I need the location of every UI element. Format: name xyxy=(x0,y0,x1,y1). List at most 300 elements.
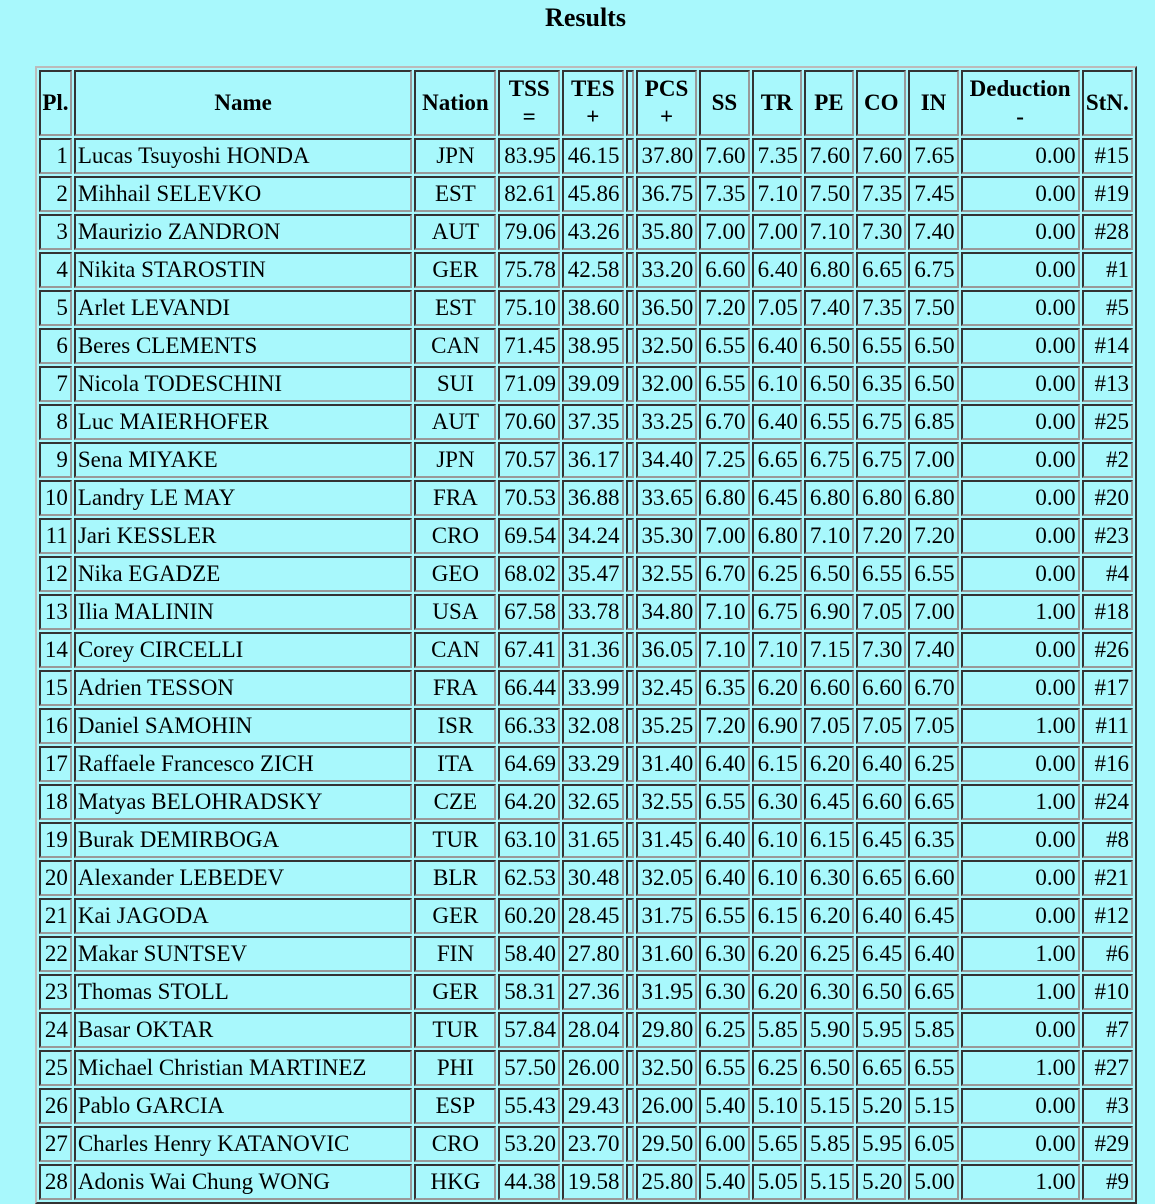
cell-name: Nika EGADZE xyxy=(74,556,413,592)
cell-deduction: 0.00 xyxy=(961,860,1080,896)
table-row xyxy=(39,1050,1133,1086)
header-tss-label: TSS xyxy=(508,76,550,101)
cell-pe: 6.50 xyxy=(804,366,854,402)
cell-ss: 6.40 xyxy=(699,822,749,858)
cell-ss: 7.10 xyxy=(699,594,749,630)
cell-tes: 36.88 xyxy=(562,480,624,516)
cell-tes: 27.36 xyxy=(562,974,624,1010)
cell-separator xyxy=(626,290,634,326)
cell-in: 6.85 xyxy=(908,404,958,440)
cell-co: 6.50 xyxy=(856,974,906,1010)
cell-deduction: 1.00 xyxy=(961,708,1080,744)
cell-pcs: 33.25 xyxy=(636,404,698,440)
cell-tr: 7.05 xyxy=(752,290,802,326)
table-row xyxy=(39,404,1133,440)
cell-tes: 38.60 xyxy=(562,290,624,326)
cell-place: 4 xyxy=(39,252,72,288)
cell-tr: 6.30 xyxy=(752,784,802,820)
cell-name: Michael Christian MARTINEZ xyxy=(74,1050,413,1086)
cell-pe: 7.05 xyxy=(804,708,854,744)
table-row xyxy=(39,252,1133,288)
cell-separator xyxy=(626,784,634,820)
cell-co: 6.45 xyxy=(856,936,906,972)
cell-ss: 7.20 xyxy=(699,290,749,326)
cell-ss: 6.30 xyxy=(699,936,749,972)
cell-separator xyxy=(626,974,634,1010)
cell-pe: 5.85 xyxy=(804,1126,854,1162)
cell-tss: 79.06 xyxy=(498,214,560,250)
cell-name: Daniel SAMOHIN xyxy=(74,708,413,744)
cell-tes: 33.78 xyxy=(562,594,624,630)
header-co: CO xyxy=(856,70,906,136)
cell-tes: 32.08 xyxy=(562,708,624,744)
cell-place: 15 xyxy=(39,670,72,706)
cell-pe: 5.90 xyxy=(804,1012,854,1048)
cell-in: 7.00 xyxy=(908,442,958,478)
cell-separator xyxy=(626,1012,634,1048)
cell-place: 27 xyxy=(39,1126,72,1162)
cell-pcs: 31.75 xyxy=(636,898,698,934)
cell-place: 8 xyxy=(39,404,72,440)
cell-name: Adonis Wai Chung WONG xyxy=(74,1164,413,1200)
cell-stn: #2 xyxy=(1082,442,1133,478)
cell-stn: #5 xyxy=(1082,290,1133,326)
cell-separator xyxy=(626,1088,634,1124)
cell-pe: 6.20 xyxy=(804,898,854,934)
table-row xyxy=(39,898,1133,934)
cell-pcs: 34.40 xyxy=(636,442,698,478)
cell-tes: 33.99 xyxy=(562,670,624,706)
header-in: IN xyxy=(908,70,958,136)
cell-nation: ESP xyxy=(414,1088,496,1124)
cell-pcs: 32.55 xyxy=(636,784,698,820)
cell-nation: EST xyxy=(414,176,496,212)
cell-ss: 6.25 xyxy=(699,1012,749,1048)
cell-pe: 7.15 xyxy=(804,632,854,668)
cell-place: 24 xyxy=(39,1012,72,1048)
cell-pe: 6.30 xyxy=(804,974,854,1010)
cell-separator xyxy=(626,214,634,250)
header-tes xyxy=(562,70,624,136)
cell-pe: 6.60 xyxy=(804,670,854,706)
cell-pe: 6.50 xyxy=(804,328,854,364)
cell-pe: 7.50 xyxy=(804,176,854,212)
results-body xyxy=(39,138,1133,1200)
table-row xyxy=(39,518,1133,554)
table-row xyxy=(39,670,1133,706)
cell-tss: 55.43 xyxy=(498,1088,560,1124)
cell-tr: 6.45 xyxy=(752,480,802,516)
cell-tr: 6.80 xyxy=(752,518,802,554)
cell-co: 7.60 xyxy=(856,138,906,174)
cell-nation: CAN xyxy=(414,632,496,668)
cell-deduction: 1.00 xyxy=(961,936,1080,972)
cell-ss: 5.40 xyxy=(699,1088,749,1124)
cell-tss: 71.09 xyxy=(498,366,560,402)
header-ss: SS xyxy=(699,70,749,136)
cell-tr: 7.00 xyxy=(752,214,802,250)
cell-stn: #19 xyxy=(1082,176,1133,212)
cell-nation: GER xyxy=(414,974,496,1010)
cell-co: 5.20 xyxy=(856,1088,906,1124)
cell-tr: 6.20 xyxy=(752,670,802,706)
cell-pcs: 31.60 xyxy=(636,936,698,972)
cell-name: Arlet LEVANDI xyxy=(74,290,413,326)
cell-separator xyxy=(626,898,634,934)
cell-separator xyxy=(626,328,634,364)
cell-pe: 6.50 xyxy=(804,1050,854,1086)
cell-tes: 32.65 xyxy=(562,784,624,820)
cell-in: 6.50 xyxy=(908,366,958,402)
cell-stn: #1 xyxy=(1082,252,1133,288)
cell-in: 5.15 xyxy=(908,1088,958,1124)
cell-stn: #16 xyxy=(1082,746,1133,782)
cell-nation: FIN xyxy=(414,936,496,972)
cell-tss: 83.95 xyxy=(498,138,560,174)
cell-name: Adrien TESSON xyxy=(74,670,413,706)
cell-place: 23 xyxy=(39,974,72,1010)
cell-separator xyxy=(626,176,634,212)
cell-tss: 75.78 xyxy=(498,252,560,288)
cell-ss: 6.70 xyxy=(699,556,749,592)
cell-pcs: 32.50 xyxy=(636,328,698,364)
table-row xyxy=(39,594,1133,630)
cell-deduction: 0.00 xyxy=(961,252,1080,288)
cell-pcs: 32.50 xyxy=(636,1050,698,1086)
cell-deduction: 0.00 xyxy=(961,290,1080,326)
cell-ss: 5.40 xyxy=(699,1164,749,1200)
cell-name: Ilia MALININ xyxy=(74,594,413,630)
cell-deduction: 0.00 xyxy=(961,214,1080,250)
cell-name: Nicola TODESCHINI xyxy=(74,366,413,402)
cell-separator xyxy=(626,746,634,782)
cell-tes: 31.65 xyxy=(562,822,624,858)
cell-tr: 5.05 xyxy=(752,1164,802,1200)
table-row xyxy=(39,1126,1133,1162)
cell-stn: #18 xyxy=(1082,594,1133,630)
page-title: Results xyxy=(545,3,626,32)
header-pcs-label: PCS xyxy=(644,76,689,101)
cell-place: 6 xyxy=(39,328,72,364)
cell-place: 16 xyxy=(39,708,72,744)
cell-place: 13 xyxy=(39,594,72,630)
cell-tss: 70.53 xyxy=(498,480,560,516)
cell-co: 7.05 xyxy=(856,594,906,630)
cell-tes: 36.17 xyxy=(562,442,624,478)
cell-nation: GEO xyxy=(414,556,496,592)
cell-pe: 7.60 xyxy=(804,138,854,174)
cell-separator xyxy=(626,1050,634,1086)
cell-deduction: 1.00 xyxy=(961,974,1080,1010)
cell-tr: 6.10 xyxy=(752,822,802,858)
cell-tes: 23.70 xyxy=(562,1126,624,1162)
cell-tss: 66.44 xyxy=(498,670,560,706)
cell-nation: CRO xyxy=(414,1126,496,1162)
cell-tss: 62.53 xyxy=(498,860,560,896)
cell-tes: 33.29 xyxy=(562,746,624,782)
cell-place: 20 xyxy=(39,860,72,896)
cell-stn: #7 xyxy=(1082,1012,1133,1048)
cell-pe: 6.80 xyxy=(804,480,854,516)
cell-tes: 31.36 xyxy=(562,632,624,668)
cell-co: 6.65 xyxy=(856,252,906,288)
cell-deduction: 0.00 xyxy=(961,822,1080,858)
cell-in: 6.40 xyxy=(908,936,958,972)
table-row xyxy=(39,442,1133,478)
table-row xyxy=(39,746,1133,782)
cell-pe: 6.80 xyxy=(804,252,854,288)
cell-separator xyxy=(626,632,634,668)
cell-ss: 6.40 xyxy=(699,860,749,896)
header-pl: Pl. xyxy=(39,70,72,136)
cell-name: Basar OKTAR xyxy=(74,1012,413,1048)
cell-stn: #11 xyxy=(1082,708,1133,744)
cell-co: 6.35 xyxy=(856,366,906,402)
cell-stn: #12 xyxy=(1082,898,1133,934)
cell-deduction: 1.00 xyxy=(961,1050,1080,1086)
cell-deduction: 0.00 xyxy=(961,480,1080,516)
cell-nation: FRA xyxy=(414,670,496,706)
table-row xyxy=(39,480,1133,516)
cell-tr: 6.90 xyxy=(752,708,802,744)
cell-tr: 6.40 xyxy=(752,404,802,440)
header-tss-symbol: = xyxy=(522,104,536,129)
cell-tes: 38.95 xyxy=(562,328,624,364)
cell-tr: 6.25 xyxy=(752,1050,802,1086)
cell-co: 5.95 xyxy=(856,1126,906,1162)
header-stn: StN. xyxy=(1082,70,1133,136)
cell-co: 6.40 xyxy=(856,898,906,934)
cell-stn: #9 xyxy=(1082,1164,1133,1200)
cell-in: 7.40 xyxy=(908,214,958,250)
cell-nation: AUT xyxy=(414,404,496,440)
cell-co: 6.40 xyxy=(856,746,906,782)
cell-name: Jari KESSLER xyxy=(74,518,413,554)
cell-stn: #8 xyxy=(1082,822,1133,858)
cell-tss: 82.61 xyxy=(498,176,560,212)
cell-name: Pablo GARCIA xyxy=(74,1088,413,1124)
cell-in: 6.55 xyxy=(908,556,958,592)
cell-tes: 46.15 xyxy=(562,138,624,174)
cell-in: 7.45 xyxy=(908,176,958,212)
results-table xyxy=(35,66,1137,1204)
cell-tr: 5.85 xyxy=(752,1012,802,1048)
cell-co: 6.65 xyxy=(856,860,906,896)
cell-nation: ITA xyxy=(414,746,496,782)
cell-pcs: 36.75 xyxy=(636,176,698,212)
cell-place: 26 xyxy=(39,1088,72,1124)
cell-ss: 7.10 xyxy=(699,632,749,668)
cell-tss: 70.60 xyxy=(498,404,560,440)
cell-nation: ISR xyxy=(414,708,496,744)
cell-stn: #15 xyxy=(1082,138,1133,174)
cell-tr: 7.35 xyxy=(752,138,802,174)
cell-tr: 6.10 xyxy=(752,860,802,896)
cell-tss: 67.58 xyxy=(498,594,560,630)
cell-tss: 53.20 xyxy=(498,1126,560,1162)
cell-pcs: 37.80 xyxy=(636,138,698,174)
cell-pe: 6.15 xyxy=(804,822,854,858)
cell-separator xyxy=(626,860,634,896)
cell-tes: 19.58 xyxy=(562,1164,624,1200)
cell-in: 7.20 xyxy=(908,518,958,554)
cell-place: 1 xyxy=(39,138,72,174)
cell-name: Maurizio ZANDRON xyxy=(74,214,413,250)
cell-in: 6.60 xyxy=(908,860,958,896)
cell-pe: 6.20 xyxy=(804,746,854,782)
cell-nation: GER xyxy=(414,898,496,934)
cell-pe: 6.30 xyxy=(804,860,854,896)
cell-co: 7.05 xyxy=(856,708,906,744)
cell-place: 19 xyxy=(39,822,72,858)
cell-stn: #3 xyxy=(1082,1088,1133,1124)
cell-place: 5 xyxy=(39,290,72,326)
header-row xyxy=(39,70,1133,136)
cell-co: 6.80 xyxy=(856,480,906,516)
cell-co: 6.45 xyxy=(856,822,906,858)
cell-pe: 6.75 xyxy=(804,442,854,478)
table-row xyxy=(39,138,1133,174)
table-row xyxy=(39,366,1133,402)
cell-stn: #21 xyxy=(1082,860,1133,896)
cell-tss: 70.57 xyxy=(498,442,560,478)
cell-deduction: 0.00 xyxy=(961,556,1080,592)
cell-tes: 26.00 xyxy=(562,1050,624,1086)
cell-separator xyxy=(626,822,634,858)
cell-ss: 6.30 xyxy=(699,974,749,1010)
cell-co: 6.75 xyxy=(856,442,906,478)
cell-deduction: 0.00 xyxy=(961,1126,1080,1162)
cell-nation: GER xyxy=(414,252,496,288)
cell-in: 5.00 xyxy=(908,1164,958,1200)
cell-co: 7.35 xyxy=(856,176,906,212)
cell-nation: FRA xyxy=(414,480,496,516)
cell-tr: 6.20 xyxy=(752,936,802,972)
cell-tr: 6.15 xyxy=(752,746,802,782)
cell-pe: 6.45 xyxy=(804,784,854,820)
cell-deduction: 0.00 xyxy=(961,404,1080,440)
cell-place: 7 xyxy=(39,366,72,402)
cell-tes: 42.58 xyxy=(562,252,624,288)
cell-nation: CAN xyxy=(414,328,496,364)
cell-tss: 69.54 xyxy=(498,518,560,554)
cell-tr: 6.20 xyxy=(752,974,802,1010)
cell-in: 6.35 xyxy=(908,822,958,858)
table-row xyxy=(39,556,1133,592)
cell-co: 6.65 xyxy=(856,1050,906,1086)
cell-pcs: 25.80 xyxy=(636,1164,698,1200)
cell-deduction: 0.00 xyxy=(961,442,1080,478)
cell-nation: BLR xyxy=(414,860,496,896)
cell-tr: 6.65 xyxy=(752,442,802,478)
cell-ss: 6.00 xyxy=(699,1126,749,1162)
cell-nation: TUR xyxy=(414,822,496,858)
cell-in: 7.50 xyxy=(908,290,958,326)
cell-ss: 6.55 xyxy=(699,328,749,364)
cell-tss: 63.10 xyxy=(498,822,560,858)
cell-name: Kai JAGODA xyxy=(74,898,413,934)
cell-tss: 64.69 xyxy=(498,746,560,782)
cell-nation: PHI xyxy=(414,1050,496,1086)
cell-pcs: 31.45 xyxy=(636,822,698,858)
cell-in: 7.05 xyxy=(908,708,958,744)
cell-co: 7.35 xyxy=(856,290,906,326)
cell-tss: 64.20 xyxy=(498,784,560,820)
cell-in: 5.85 xyxy=(908,1012,958,1048)
cell-place: 11 xyxy=(39,518,72,554)
cell-place: 25 xyxy=(39,1050,72,1086)
cell-stn: #28 xyxy=(1082,214,1133,250)
cell-tes: 45.86 xyxy=(562,176,624,212)
cell-separator xyxy=(626,936,634,972)
cell-ss: 7.00 xyxy=(699,214,749,250)
cell-in: 6.50 xyxy=(908,328,958,364)
cell-tes: 28.04 xyxy=(562,1012,624,1048)
cell-nation: TUR xyxy=(414,1012,496,1048)
cell-name: Corey CIRCELLI xyxy=(74,632,413,668)
cell-nation: SUI xyxy=(414,366,496,402)
header-tss xyxy=(498,70,560,136)
cell-stn: #4 xyxy=(1082,556,1133,592)
header-deduction-label: Deduction xyxy=(969,76,1071,101)
cell-stn: #6 xyxy=(1082,936,1133,972)
cell-ss: 7.60 xyxy=(699,138,749,174)
cell-ss: 7.00 xyxy=(699,518,749,554)
cell-pe: 7.10 xyxy=(804,214,854,250)
cell-tes: 34.24 xyxy=(562,518,624,554)
cell-stn: #27 xyxy=(1082,1050,1133,1086)
cell-separator xyxy=(626,252,634,288)
cell-name: Mihhail SELEVKO xyxy=(74,176,413,212)
cell-name: Raffaele Francesco ZICH xyxy=(74,746,413,782)
cell-stn: #29 xyxy=(1082,1126,1133,1162)
cell-pcs: 31.40 xyxy=(636,746,698,782)
cell-co: 6.55 xyxy=(856,556,906,592)
cell-name: Charles Henry KATANOVIC xyxy=(74,1126,413,1162)
cell-tss: 44.38 xyxy=(498,1164,560,1200)
cell-ss: 6.70 xyxy=(699,404,749,440)
cell-deduction: 0.00 xyxy=(961,670,1080,706)
cell-place: 2 xyxy=(39,176,72,212)
cell-place: 18 xyxy=(39,784,72,820)
cell-in: 6.65 xyxy=(908,784,958,820)
cell-separator xyxy=(626,480,634,516)
cell-pe: 6.50 xyxy=(804,556,854,592)
cell-separator xyxy=(626,556,634,592)
header-tr: TR xyxy=(752,70,802,136)
cell-deduction: 1.00 xyxy=(961,1164,1080,1200)
cell-co: 6.75 xyxy=(856,404,906,440)
cell-ss: 6.35 xyxy=(699,670,749,706)
cell-tr: 6.40 xyxy=(752,328,802,364)
cell-tr: 6.40 xyxy=(752,252,802,288)
cell-in: 6.75 xyxy=(908,252,958,288)
cell-stn: #10 xyxy=(1082,974,1133,1010)
cell-in: 6.55 xyxy=(908,1050,958,1086)
cell-pcs: 32.55 xyxy=(636,556,698,592)
cell-place: 10 xyxy=(39,480,72,516)
cell-co: 6.55 xyxy=(856,328,906,364)
cell-ss: 7.35 xyxy=(699,176,749,212)
cell-nation: JPN xyxy=(414,138,496,174)
cell-pcs: 31.95 xyxy=(636,974,698,1010)
cell-in: 7.00 xyxy=(908,594,958,630)
cell-deduction: 0.00 xyxy=(961,898,1080,934)
cell-pcs: 32.45 xyxy=(636,670,698,706)
cell-in: 7.40 xyxy=(908,632,958,668)
cell-place: 22 xyxy=(39,936,72,972)
cell-name: Beres CLEMENTS xyxy=(74,328,413,364)
